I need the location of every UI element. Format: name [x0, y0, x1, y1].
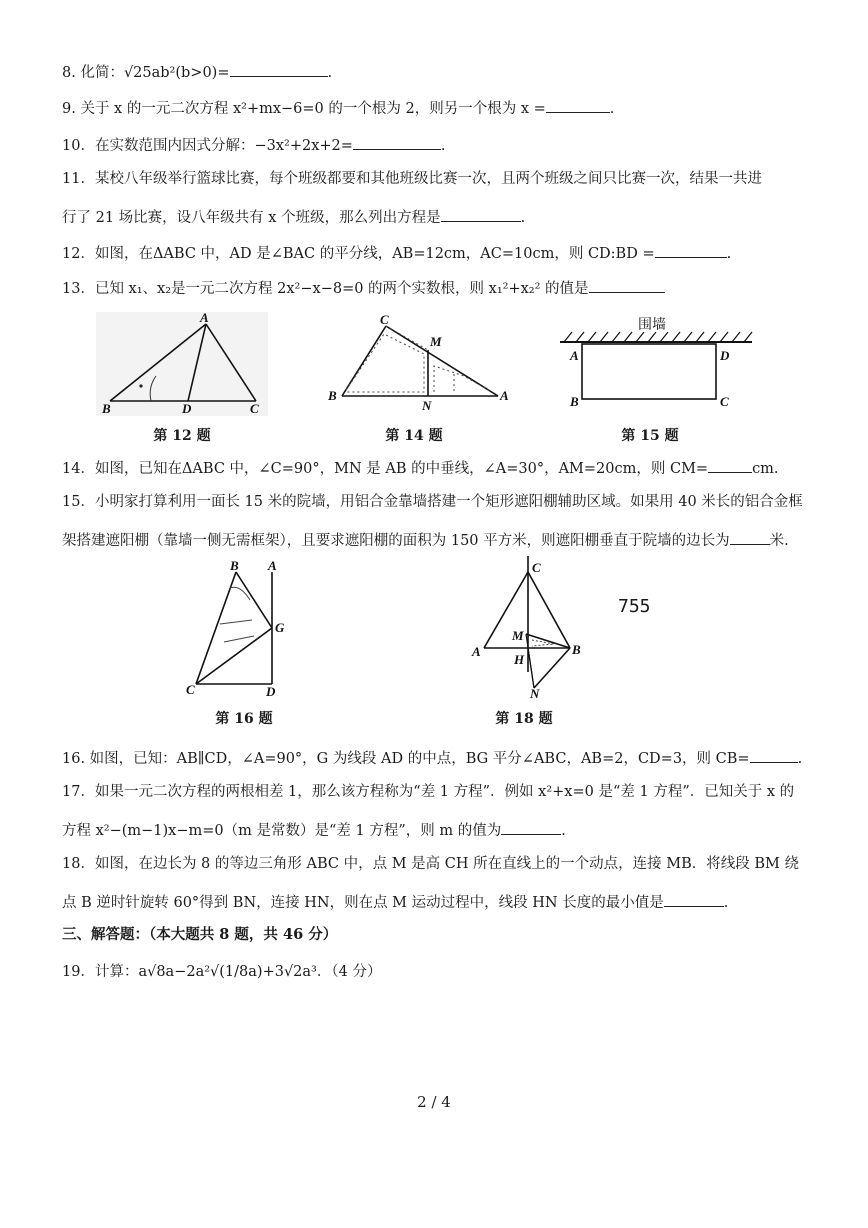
question-10: 10．在实数范围内因式分解：−3x²+2x+2= . [62, 133, 826, 156]
figure-14-label-B: B [328, 388, 337, 403]
figure-18-label-N: N [530, 686, 540, 701]
question-12: 12．如图，在ΔABC 中，AD 是∠BAC 的平分线，AB=12cm，AC=10cm，则 CD:BD = . [62, 241, 826, 264]
answer-blank[interactable] [664, 890, 724, 907]
figure-14-caption: 第 14 题 [385, 428, 443, 444]
figure-12-caption: 第 12 题 [153, 428, 211, 444]
question-19: 19．计算：a√8a−2a²√(1/8a)+3√2a³．（4 分） [62, 964, 382, 980]
question-17-line-1: 17．如果一元二次方程的两根相差 1，那么该方程称为“差 1 方程”．例如 x²+x=0 是“差 1 方程”．已知关于 x 的 [62, 784, 795, 800]
figure-16-caption: 第 16 题 [215, 711, 273, 727]
question-9: 9. 关于 x 的一元二次方程 x²+mx−6=0 的一个根为 2，则另一个根为 x = . [62, 96, 826, 119]
figure-12 [96, 312, 268, 416]
question-16: 16. 如图，已知：AB∥CD，∠A=90°，G 为线段 AD 的中点，BG 平分∠ABC，AB=2，CD=3，则 CB= . [62, 746, 826, 769]
answer-blank[interactable] [750, 746, 798, 763]
answer-blank[interactable] [501, 818, 561, 835]
figure-14-label-N: N [422, 398, 432, 413]
answer-blank[interactable] [730, 528, 770, 545]
figure-15-label-C: C [720, 394, 729, 409]
figure-18-label-A: A [472, 644, 481, 659]
figure-12-label-C: C [250, 401, 259, 416]
wall-hatching [564, 332, 752, 342]
answer-blank[interactable] [589, 276, 665, 293]
figure-15-label-D: D [720, 348, 730, 363]
question-17-line-2: 方程 x²−(m−1)x−m=0（m 是常数）是“差 1 方程”，则 m 的值为 . [62, 818, 826, 841]
figure-12-label-D: D [182, 401, 192, 416]
question-18-line-1: 18．如图，在边长为 8 的等边三角形 ABC 中，点 M 是高 CH 所在直线上的一个动点，连接 MB．将线段 BM 绕 [62, 856, 799, 872]
question-15-line-1: 15．小明家打算利用一面长 15 米的院墙，用铝合金靠墙搭建一个矩形遮阳棚辅助区域。如果用 40 米长的铝合金框 [62, 494, 803, 510]
figure-14-label-C: C [380, 312, 389, 327]
figure-16-label-C: C [186, 682, 195, 697]
figure-16-label-D: D [266, 684, 276, 698]
figure-18 [464, 552, 594, 702]
answer-blank[interactable] [353, 133, 441, 150]
figure-12-label-A: A [200, 312, 209, 325]
figure-15-label-B: B [570, 394, 579, 409]
question-14: 14．如图，已知在ΔABC 中，∠C=90°，MN 是 AB 的中垂线，∠A=30°，AM=20cm，则 CM= cm. [62, 456, 826, 479]
figure-14 [322, 312, 518, 416]
question-18-line-2: 点 B 逆时针旋转 60°得到 BN，连接 HN，则在点 M 运动过程中，线段 HN 长度的最小值是 . [62, 890, 826, 913]
figure-15 [556, 312, 756, 416]
figure-18-label-H: H [514, 652, 525, 667]
section-3-heading: 三、解答题：（本大题共 8 题，共 46 分） [62, 926, 338, 943]
figure-14-label-A: A [500, 388, 509, 403]
figure-16-label-A: A [268, 558, 277, 573]
figure-15-label-A: A [570, 348, 579, 363]
question-11-line-1: 11．某校八年级举行篮球比赛，每个班级都要和其他班级比赛一次，且两个班级之间只比赛一次，结果一共进 [62, 171, 762, 187]
figure-18-label-B: B [572, 642, 581, 657]
figure-15-caption: 第 15 题 [621, 428, 679, 444]
figure-16-label-B: B [230, 558, 239, 573]
question-11-line-2: 行了 21 场比赛，设八年级共有 x 个班级，那么列出方程是 . [62, 205, 826, 228]
answer-blank[interactable] [655, 241, 727, 258]
question-15-line-2: 架搭建遮阳棚（靠墙一侧无需框架），且要求遮阳棚的面积为 150 平方米，则遮阳棚垂直于院墙的边长为 米. [62, 528, 826, 551]
figure-12-label-B: B [102, 401, 111, 416]
question-13: 13．已知 x₁、x₂是一元二次方程 2x²−x−8=0 的两个实数根，则 x₁²+x₂² 的值是 [62, 276, 826, 299]
answer-blank[interactable] [230, 60, 328, 77]
wall-label: 围墙 [638, 317, 666, 333]
figure-14-label-M: M [430, 334, 442, 349]
question-8: 8. 化简：√25ab²(b>0)= . [62, 60, 826, 83]
page-number: 2 / 4 [417, 1093, 451, 1111]
figure-18-label-C: C [532, 560, 541, 575]
handwritten-note: 755 [618, 596, 651, 617]
figure-18-caption: 第 18 题 [495, 711, 553, 727]
answer-blank[interactable] [708, 456, 752, 473]
answer-blank[interactable] [546, 96, 610, 113]
figure-16-label-G: G [275, 620, 285, 635]
figure-16 [180, 558, 292, 698]
answer-blank[interactable] [441, 205, 521, 222]
figure-18-label-M: M [512, 628, 524, 643]
